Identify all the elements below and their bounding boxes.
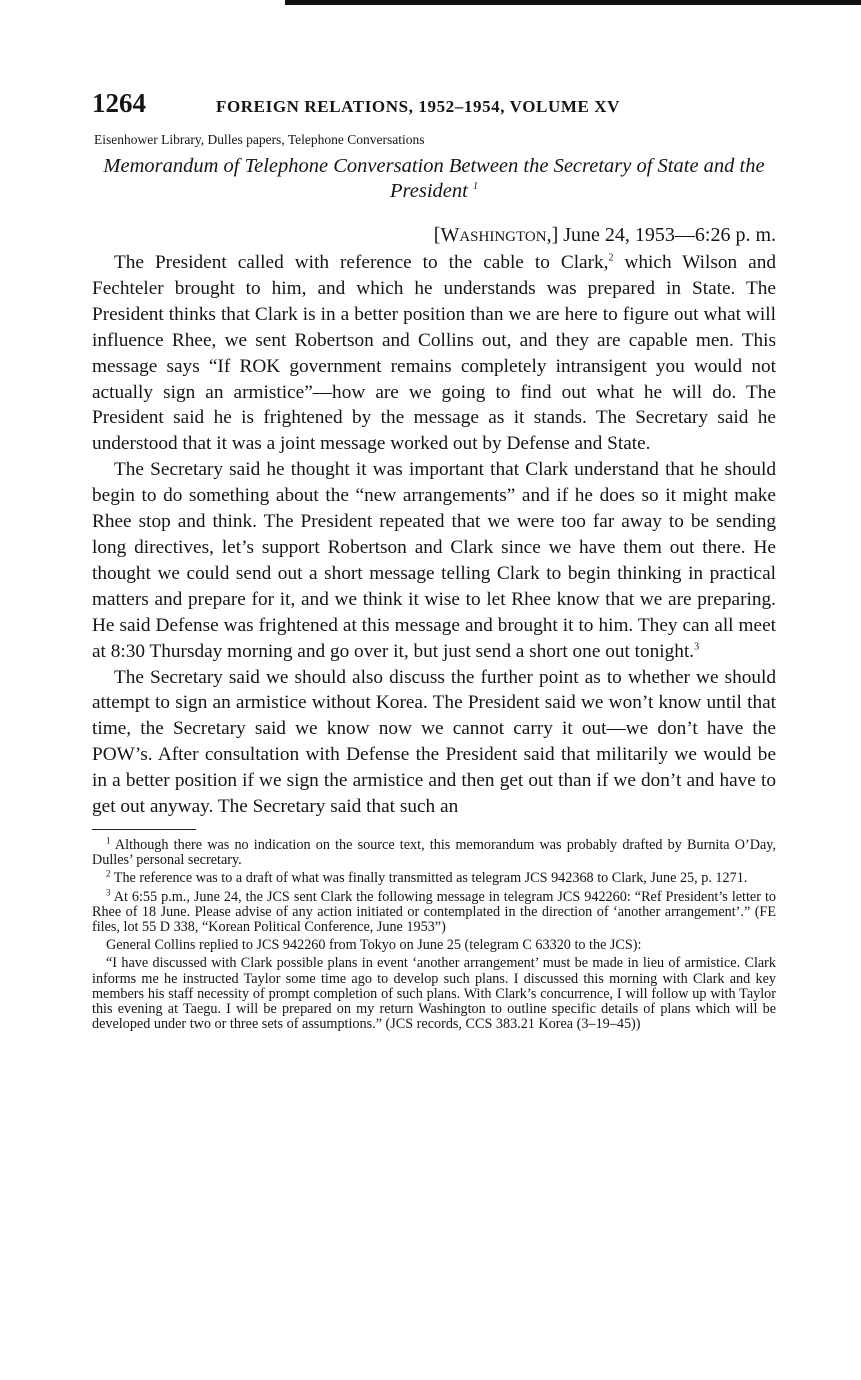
footnote-ref-3: 3 (694, 641, 700, 653)
paragraph-3: The Secretary said we should also discuss the further point as to whether we should attempt to sign an armistice without Korea. The President said we won’t know until that time, the Secretary said we know now we cannot carry it out—we don’t have the POW’s. After consultation with Defense the President said that militarily we would be in a better position if we sign the armistice and then get out than if we don’t and have to get out anyway. The Secretary said that such an (92, 666, 776, 818)
document-title-text: Memorandum of Telephone Conversation Between the Secretary of State and the President (103, 155, 765, 202)
footnote-3 (92, 886, 776, 936)
paragraph-1-part-a: The President called with reference to the cable to Clark, (114, 252, 609, 273)
page-number: 1264 (92, 88, 146, 118)
paragraph-1-part-b: which Wilson and Fechteler brought to him, and which he understands was prepared in State. The President thinks that Clark is in a better position than we are here to figure out what will influence Rhee, we sent Robertson and Collins out, and they are capable men. This message says “If ROK government remains completely intransigent you would not actually sign an armistice”—how are we going to find out what he will do. The President said he is frightened by the message as it stands. The Secretary said he understood that it was a joint message worked out by Defense and State. (92, 252, 776, 455)
footnote-ref-1: 1 (472, 181, 478, 193)
running-title: FOREIGN RELATIONS, 1952–1954, VOLUME XV (216, 97, 621, 116)
footnote-ref-2: 2 (608, 252, 614, 264)
dateline-place-initial: W (440, 224, 460, 246)
source-line: Eisenhower Library, Dulles papers, Telephone Conversations (94, 132, 425, 147)
footnote-2 (92, 868, 776, 887)
footnote-1-number: 1 (106, 835, 111, 846)
paragraph-2 (92, 457, 776, 664)
footnote-2-number: 2 (106, 868, 111, 879)
dateline-place-rest: ASHINGTON (459, 229, 547, 245)
dateline-date: ,] June 24, 1953—6:26 p. m. (546, 224, 776, 246)
paragraph-1 (92, 250, 776, 457)
footnote-3-text: At 6:55 p.m., June 24, the JCS sent Clark the following message in telegram JCS 942260: “Ref President’s letter to Rhee of 18 June. Please advise of any action initiated or contemplated in the direction of ‘another arrangement’.” (FE files, lot 55 D 338, “Korean Political Conference, June 1953”) (92, 888, 776, 935)
footnote-1-text: Although there was no indication on the source text, this memorandum was probably drafted by Burnita O’Day, Dulles’ personal secretary. (92, 836, 776, 869)
footnote-2-text: The reference was to a draft of what was finally transmitted as telegram JCS 942368 to Clark, June 25, p. 1271. (110, 870, 748, 887)
top-edge-rule (285, 0, 861, 5)
footnote-3-quotation: “I have discussed with Clark possible plans in event ‘another arrangement’ must be made in lieu of armistice. Clark informs me he instructed Taylor some time ago to develop such plans. I discussed this morning with Clark and key members his staff necessity of prompt completion of such plans. With Clark’s concurrence, I will follow up with Taylor this evening at Taegu. I will be prepared on my return Washington to outline specific details of plans which will be developed under two or three sets of assumptions.” (JCS records, CCS 383.21 Korea (3–19–45)) (92, 955, 776, 1033)
document-title (92, 154, 776, 204)
running-head (92, 88, 776, 128)
document-page (92, 88, 776, 1035)
memo-body (92, 250, 776, 820)
footnote-separator (92, 829, 196, 830)
footnote-3-number: 3 (106, 886, 111, 897)
footnote-1 (92, 835, 776, 869)
footnotes (92, 835, 776, 1033)
paragraph-2-text: The Secretary said he thought it was important that Clark understand that he should begin to do something about the “new arrangements” and if he does so it might make Rhee stop and think. The President repeated that we were too far away to be sending long directives, let’s support Robertson and Clark since we have them out there. He thought we could send out a short message telling Clark to begin thinking in practical matters and prepare for it, and we think it wise to let Rhee know that we are preparing. He said Defense was frightened at this message and brought it to him. They can all meet at 8:30 Thursday morning and go over it, but just send a short one out tonight. (92, 459, 776, 662)
footnote-3-continuation: General Collins replied to JCS 942260 from Tokyo on June 25 (telegram C 63320 to the JCS): (106, 937, 642, 954)
dateline: [WASHINGTON,] June 24, 1953—6:26 p. m. (433, 224, 776, 246)
